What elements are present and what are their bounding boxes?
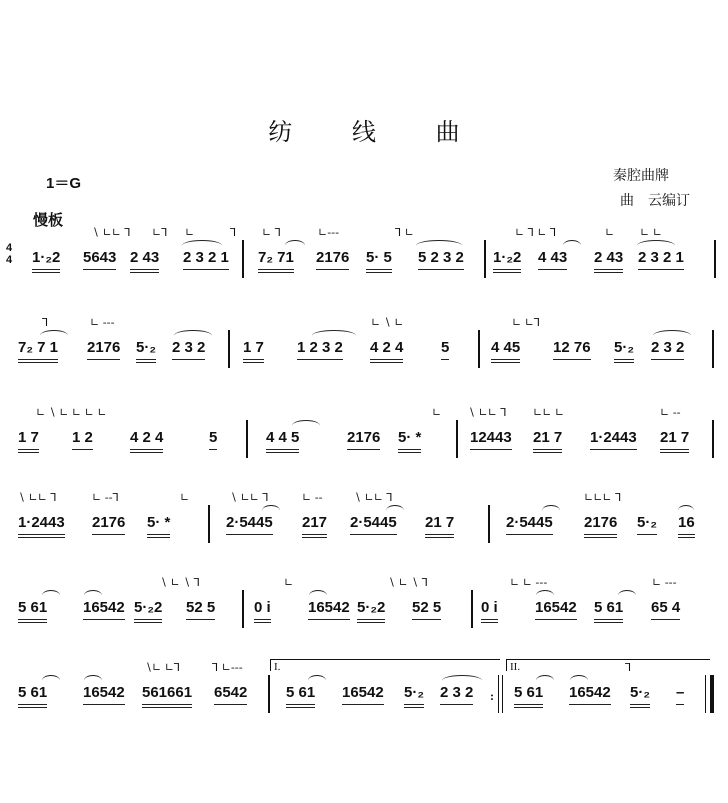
note-group: 4 45 — [491, 339, 521, 356]
bowing-marks: ∟ — [185, 226, 195, 239]
note-group: 4 4 5 — [266, 429, 300, 446]
note-group: 7₂ 7 1 — [18, 339, 59, 356]
note-group: 5·₂ — [136, 339, 157, 356]
note-group: 2 43 — [130, 249, 160, 266]
note-group: 2 3 2 — [440, 684, 474, 701]
note-group: 2 43 — [594, 249, 624, 266]
bowing-marks: ∟ ‐‐‐ — [90, 316, 115, 329]
bowing-marks: ⅂ — [42, 316, 49, 329]
key-signature: 1＝G — [46, 175, 82, 192]
bowing-marks: ∟ ‐‐‐ — [652, 576, 677, 589]
score-line-4 — [0, 491, 728, 565]
note-group: 5 — [209, 429, 218, 446]
score-line-2 — [0, 316, 728, 390]
bowing-marks: ∟ ‐‐⅂ — [92, 491, 119, 504]
note-group: 1·2443 — [590, 429, 637, 446]
note-group: 6542 — [214, 684, 248, 701]
bowing-marks: ∟ ∟ — [640, 226, 662, 239]
note-group: 5 61 — [18, 684, 48, 701]
score-line-1 — [0, 226, 728, 300]
note-group: 16542 — [83, 684, 125, 701]
note-group: 2176 — [347, 429, 381, 446]
barline — [456, 420, 458, 458]
note-group: 4 43 — [538, 249, 568, 266]
note-group: 1·2443 — [18, 514, 65, 531]
barline — [498, 675, 499, 713]
note-group: 16542 — [569, 684, 611, 701]
bowing-marks: ∖ ∟ ∖ ⅂ — [388, 576, 428, 589]
time-signature — [6, 242, 12, 266]
note-group: 16542 — [535, 599, 577, 616]
barline — [246, 420, 248, 458]
note-group: 5 61 — [514, 684, 544, 701]
note-group: 16542 — [342, 684, 384, 701]
bowing-marks: ∟ ∟ ‐‐‐ — [510, 576, 548, 589]
note-group: 2176 — [92, 514, 126, 531]
note-group: 5·₂ — [404, 684, 425, 701]
barline — [242, 240, 244, 278]
bowing-marks: ∟ ‐‐ — [660, 406, 681, 419]
bowing-marks: ∟ — [605, 226, 615, 239]
note-group: 5 — [441, 339, 450, 356]
final-barline — [705, 675, 706, 713]
note-group: 4 2 4 — [370, 339, 404, 356]
note-group: 5 61 — [286, 684, 316, 701]
bowing-marks: ∖ ∟∟ ⅂ — [230, 491, 269, 504]
bowing-marks: ∟ — [180, 491, 190, 504]
barline — [484, 240, 486, 278]
volta-second: II. — [506, 659, 710, 671]
bowing-marks: ∖ ∟∟ ⅂ — [354, 491, 393, 504]
note-group: 16542 — [308, 599, 350, 616]
barline — [478, 330, 480, 368]
note-group: 65 4 — [651, 599, 681, 616]
bowing-marks: ∟⅂ — [152, 226, 168, 239]
time-top: 4 — [6, 242, 13, 254]
note-group: 2176 — [584, 514, 618, 531]
note-group: 5643 — [83, 249, 117, 266]
score-title: 纺 线 曲 — [268, 118, 486, 146]
note-group: 5·₂ — [637, 514, 658, 531]
score-line-5 — [0, 576, 728, 650]
tempo-marking: 慢板 — [33, 211, 64, 229]
barline — [714, 240, 716, 278]
note-group: 5· * — [398, 429, 422, 446]
note-group: 12 76 — [553, 339, 591, 356]
note-group: 2176 — [87, 339, 121, 356]
barline — [712, 420, 714, 458]
note-group: 1 2 3 2 — [297, 339, 343, 356]
note-group: 2·5445 — [350, 514, 397, 531]
note-group: 0 i — [481, 599, 498, 616]
repeat-sign: : — [490, 689, 494, 703]
note-group: 16542 — [83, 599, 125, 616]
note-group: 5 2 3 2 — [418, 249, 464, 266]
note-group: 21 7 — [533, 429, 563, 446]
arranger-label: 曲 云编订 — [620, 193, 690, 209]
bowing-marks: ⅂ — [625, 661, 632, 674]
note-group: 5·₂2 — [357, 599, 386, 616]
note-group: 2 3 2 1 — [638, 249, 684, 266]
time-bottom: 4 — [6, 254, 13, 266]
note-group: 2 3 2 1 — [183, 249, 229, 266]
bowing-marks: ∖ ∟ ∖ ⅂ — [160, 576, 200, 589]
barline — [268, 675, 270, 713]
final-barline — [710, 675, 714, 713]
bowing-marks: ∖ ∟∟ ⅂ — [468, 406, 507, 419]
bowing-marks: ∟‐‐‐ — [318, 226, 340, 239]
note-group: 52 5 — [186, 599, 216, 616]
barline — [502, 675, 503, 713]
bowing-marks: ∟ ∖ ∟ — [371, 316, 404, 329]
bowing-marks: ∖∟ ∟⅂ — [145, 661, 181, 674]
barline — [488, 505, 490, 543]
bowing-marks: ∖ ∟∟ ⅂ — [92, 226, 131, 239]
note-group: 1 7 — [18, 429, 39, 446]
bowing-marks: ∟ — [284, 576, 294, 589]
bowing-marks: ⅂ ∟‐‐‐ — [212, 661, 243, 674]
note-group: 5 61 — [18, 599, 48, 616]
barline — [208, 505, 210, 543]
note-group: 12443 — [470, 429, 512, 446]
bowing-marks: ⅂ ∟ — [395, 226, 414, 239]
note-group: 5· * — [147, 514, 171, 531]
bowing-marks: ⅂ — [230, 226, 237, 239]
note-group: 2176 — [316, 249, 350, 266]
bowing-marks: ∟ ∟⅂ — [512, 316, 541, 329]
note-group: 1·₂2 — [493, 249, 522, 266]
note-group: 2·5445 — [226, 514, 273, 531]
note-group: – — [676, 684, 685, 701]
barline — [471, 590, 473, 628]
note-group: 4 2 4 — [130, 429, 164, 446]
note-group: 5·₂2 — [134, 599, 163, 616]
note-group: 1 7 — [243, 339, 264, 356]
bowing-marks: ∟ — [432, 406, 442, 419]
note-group: 2 3 2 — [172, 339, 206, 356]
source-label: 秦腔曲牌 — [613, 168, 669, 184]
note-group: 1·₂2 — [32, 249, 61, 266]
note-group: 2·5445 — [506, 514, 553, 531]
score-line-3 — [0, 406, 728, 480]
note-group: 21 7 — [425, 514, 455, 531]
bowing-marks: ∟ ⅂ ∟ ⅂ — [515, 226, 557, 239]
note-group: 16 — [678, 514, 695, 531]
bowing-marks: ∟ ‐‐ — [302, 491, 323, 504]
note-group: 5·₂ — [614, 339, 635, 356]
bowing-marks: ∟∟ ∟ — [533, 406, 565, 419]
note-group: 1 2 — [72, 429, 93, 446]
bowing-marks: ∟ ∖ ∟ ∟ ∟ ∟ — [36, 406, 107, 419]
score-line-6 — [0, 661, 728, 735]
note-group: 21 7 — [660, 429, 690, 446]
barline — [228, 330, 230, 368]
note-group: 52 5 — [412, 599, 442, 616]
bowing-marks: ∟ ⅂ — [262, 226, 281, 239]
note-group: 2 3 2 — [651, 339, 685, 356]
bowing-marks: ∟∟∟ ⅂ — [584, 491, 622, 504]
note-group: 561661 — [142, 684, 193, 701]
barline — [242, 590, 244, 628]
bowing-marks: ∖ ∟∟ ⅂ — [18, 491, 57, 504]
note-group: 0 i — [254, 599, 271, 616]
note-group: 217 — [302, 514, 328, 531]
note-group: 5 61 — [594, 599, 624, 616]
note-group: 5·₂ — [630, 684, 651, 701]
volta-first: I. — [270, 659, 500, 671]
note-group: 7₂ 71 — [258, 249, 294, 266]
note-group: 5· 5 — [366, 249, 392, 266]
barline — [712, 330, 714, 368]
